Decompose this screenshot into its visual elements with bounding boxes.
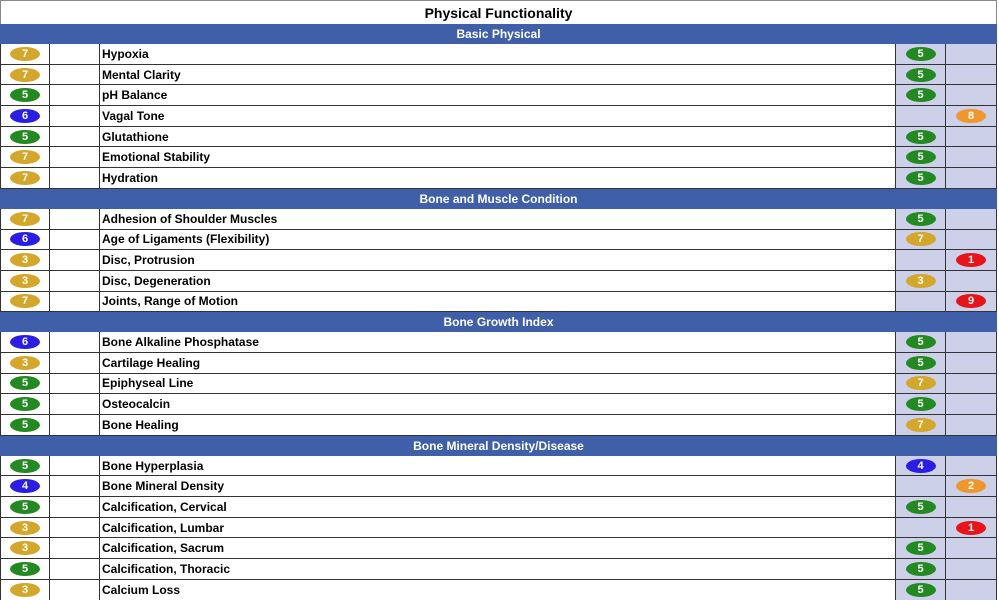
item-name: Epiphyseal Line	[100, 374, 896, 394]
score-badge-left: 5	[10, 562, 40, 576]
score-cell-left	[0, 580, 50, 600]
score-badge-right: 5	[906, 47, 936, 61]
score-cell-right	[896, 85, 946, 105]
score-cell-right	[896, 106, 946, 126]
blank-cell	[50, 65, 100, 85]
score-cell-left	[0, 415, 50, 435]
blank-cell	[50, 559, 100, 579]
item-name: Age of Ligaments (Flexibility)	[100, 230, 896, 250]
score-cell-right	[896, 44, 946, 64]
score-cell-far-right	[946, 518, 997, 538]
score-cell-right	[896, 518, 946, 538]
item-name: Bone Alkaline Phosphatase	[100, 332, 896, 352]
score-cell-far-right	[946, 106, 997, 126]
score-badge-left: 7	[10, 294, 40, 308]
score-badge-left: 5	[10, 418, 40, 432]
score-badge-left: 3	[10, 521, 40, 535]
blank-cell	[50, 230, 100, 250]
item-name: Hypoxia	[100, 44, 896, 64]
blank-cell	[50, 168, 100, 188]
score-cell-left	[0, 44, 50, 64]
score-cell-left	[0, 353, 50, 373]
blank-cell	[50, 476, 100, 496]
score-badge-right: 5	[906, 130, 936, 144]
blank-cell	[50, 374, 100, 394]
item-name: Calcification, Lumbar	[100, 518, 896, 538]
score-badge-left: 5	[10, 397, 40, 411]
score-badge-right: 5	[906, 356, 936, 370]
table-row	[0, 497, 997, 518]
item-name: Cartilage Healing	[100, 353, 896, 373]
score-badge-left: 6	[10, 335, 40, 349]
score-cell-far-right	[946, 580, 997, 600]
table-row	[0, 518, 997, 539]
score-cell-far-right	[946, 230, 997, 250]
item-name: Osteocalcin	[100, 394, 896, 414]
blank-cell	[50, 250, 100, 270]
score-cell-far-right	[946, 250, 997, 270]
score-cell-left	[0, 374, 50, 394]
table-row	[0, 559, 997, 580]
score-cell-right	[896, 250, 946, 270]
score-cell-left	[0, 518, 50, 538]
score-cell-right	[896, 580, 946, 600]
score-cell-right	[896, 353, 946, 373]
score-badge-far-right: 8	[956, 109, 986, 123]
score-cell-far-right	[946, 538, 997, 558]
table-row	[0, 580, 997, 600]
table-row	[0, 209, 997, 230]
score-badge-left: 5	[10, 459, 40, 473]
score-cell-left	[0, 209, 50, 229]
score-badge-left: 5	[10, 376, 40, 390]
score-cell-right	[896, 374, 946, 394]
table-row	[0, 44, 997, 65]
section-header: Bone Mineral Density/Disease	[0, 436, 997, 456]
score-cell-left	[0, 476, 50, 496]
score-cell-left	[0, 538, 50, 558]
section-header: Basic Physical	[0, 24, 997, 44]
score-cell-far-right	[946, 476, 997, 496]
score-badge-left: 3	[10, 253, 40, 267]
score-badge-right: 7	[906, 232, 936, 246]
score-badge-left: 3	[10, 541, 40, 555]
score-cell-right	[896, 271, 946, 291]
table-row	[0, 127, 997, 148]
score-badge-right: 4	[906, 459, 936, 473]
score-cell-far-right	[946, 127, 997, 147]
item-name: Bone Hyperplasia	[100, 456, 896, 476]
item-name: Calcification, Sacrum	[100, 538, 896, 558]
table-row	[0, 332, 997, 353]
score-badge-far-right: 1	[956, 253, 986, 267]
item-name: Calcification, Thoracic	[100, 559, 896, 579]
table-row	[0, 353, 997, 374]
score-badge-left: 3	[10, 274, 40, 288]
score-cell-right	[896, 209, 946, 229]
score-cell-left	[0, 230, 50, 250]
score-cell-right	[896, 147, 946, 167]
report-body	[0, 24, 997, 600]
score-cell-right	[896, 538, 946, 558]
score-cell-left	[0, 394, 50, 414]
score-cell-right	[896, 292, 946, 312]
score-cell-left	[0, 292, 50, 312]
table-row	[0, 292, 997, 313]
item-name: Joints, Range of Motion	[100, 292, 896, 312]
blank-cell	[50, 518, 100, 538]
score-cell-right	[896, 230, 946, 250]
score-badge-right: 5	[906, 500, 936, 514]
table-row	[0, 230, 997, 251]
blank-cell	[50, 415, 100, 435]
item-name: pH Balance	[100, 85, 896, 105]
score-badge-right: 7	[906, 376, 936, 390]
item-name: Vagal Tone	[100, 106, 896, 126]
score-badge-right: 5	[906, 335, 936, 349]
score-cell-left	[0, 456, 50, 476]
score-badge-left: 7	[10, 47, 40, 61]
score-badge-right: 5	[906, 171, 936, 185]
table-row	[0, 147, 997, 168]
score-cell-far-right	[946, 292, 997, 312]
score-badge-right: 5	[906, 583, 936, 597]
score-cell-left	[0, 250, 50, 270]
score-cell-left	[0, 85, 50, 105]
item-name: Bone Mineral Density	[100, 476, 896, 496]
item-name: Adhesion of Shoulder Muscles	[100, 209, 896, 229]
score-badge-left: 5	[10, 88, 40, 102]
score-cell-far-right	[946, 85, 997, 105]
blank-cell	[50, 353, 100, 373]
blank-cell	[50, 85, 100, 105]
score-badge-left: 4	[10, 479, 40, 493]
score-cell-left	[0, 147, 50, 167]
table-row	[0, 394, 997, 415]
score-cell-far-right	[946, 44, 997, 64]
score-cell-right	[896, 65, 946, 85]
item-name: Hydration	[100, 168, 896, 188]
score-badge-right: 5	[906, 88, 936, 102]
score-badge-far-right: 2	[956, 479, 986, 493]
score-badge-right: 3	[906, 274, 936, 288]
score-badge-left: 6	[10, 109, 40, 123]
score-cell-far-right	[946, 147, 997, 167]
score-cell-far-right	[946, 209, 997, 229]
table-row	[0, 271, 997, 292]
score-badge-left: 7	[10, 68, 40, 82]
score-cell-far-right	[946, 497, 997, 517]
score-cell-far-right	[946, 559, 997, 579]
item-name: Disc, Degeneration	[100, 271, 896, 291]
blank-cell	[50, 147, 100, 167]
blank-cell	[50, 580, 100, 600]
score-cell-right	[896, 127, 946, 147]
item-name: Glutathione	[100, 127, 896, 147]
score-cell-left	[0, 271, 50, 291]
score-badge-left: 6	[10, 232, 40, 246]
score-cell-far-right	[946, 65, 997, 85]
blank-cell	[50, 497, 100, 517]
score-cell-right	[896, 497, 946, 517]
score-cell-right	[896, 415, 946, 435]
table-row	[0, 65, 997, 86]
score-badge-left: 7	[10, 171, 40, 185]
score-badge-left: 7	[10, 212, 40, 226]
score-badge-left: 3	[10, 356, 40, 370]
score-badge-right: 5	[906, 397, 936, 411]
score-cell-far-right	[946, 353, 997, 373]
score-cell-left	[0, 332, 50, 352]
score-cell-left	[0, 559, 50, 579]
table-row	[0, 374, 997, 395]
score-badge-far-right: 9	[956, 294, 986, 308]
score-badge-right: 5	[906, 212, 936, 226]
score-cell-left	[0, 497, 50, 517]
table-row	[0, 456, 997, 477]
blank-cell	[50, 271, 100, 291]
table-row	[0, 250, 997, 271]
score-cell-right	[896, 559, 946, 579]
item-name: Calcification, Cervical	[100, 497, 896, 517]
blank-cell	[50, 456, 100, 476]
section-header: Bone and Muscle Condition	[0, 189, 997, 209]
score-cell-right	[896, 456, 946, 476]
blank-cell	[50, 209, 100, 229]
blank-cell	[50, 538, 100, 558]
score-badge-right: 5	[906, 541, 936, 555]
score-badge-left: 7	[10, 150, 40, 164]
page-title: Physical Functionality	[0, 0, 997, 24]
blank-cell	[50, 332, 100, 352]
score-cell-far-right	[946, 374, 997, 394]
table-row	[0, 538, 997, 559]
item-name: Mental Clarity	[100, 65, 896, 85]
score-badge-right: 5	[906, 562, 936, 576]
score-cell-right	[896, 332, 946, 352]
table-row	[0, 476, 997, 497]
score-badge-far-right: 1	[956, 521, 986, 535]
score-cell-left	[0, 168, 50, 188]
table-row	[0, 415, 997, 436]
score-cell-far-right	[946, 168, 997, 188]
item-name: Calcium Loss	[100, 580, 896, 600]
score-badge-right: 5	[906, 150, 936, 164]
blank-cell	[50, 44, 100, 64]
score-badge-left: 3	[10, 583, 40, 597]
score-cell-left	[0, 65, 50, 85]
score-cell-left	[0, 106, 50, 126]
score-badge-right: 7	[906, 418, 936, 432]
score-cell-right	[896, 394, 946, 414]
score-cell-right	[896, 476, 946, 496]
item-name: Disc, Protrusion	[100, 250, 896, 270]
score-cell-far-right	[946, 394, 997, 414]
blank-cell	[50, 127, 100, 147]
table-row	[0, 168, 997, 189]
score-cell-far-right	[946, 456, 997, 476]
score-cell-right	[896, 168, 946, 188]
blank-cell	[50, 292, 100, 312]
score-badge-right: 5	[906, 68, 936, 82]
score-cell-far-right	[946, 271, 997, 291]
item-name: Emotional Stability	[100, 147, 896, 167]
score-cell-left	[0, 127, 50, 147]
blank-cell	[50, 394, 100, 414]
table-row	[0, 85, 997, 106]
score-cell-far-right	[946, 415, 997, 435]
section-header: Bone Growth Index	[0, 312, 997, 332]
blank-cell	[50, 106, 100, 126]
score-badge-left: 5	[10, 500, 40, 514]
score-badge-left: 5	[10, 130, 40, 144]
score-cell-far-right	[946, 332, 997, 352]
item-name: Bone Healing	[100, 415, 896, 435]
table-row	[0, 106, 997, 127]
